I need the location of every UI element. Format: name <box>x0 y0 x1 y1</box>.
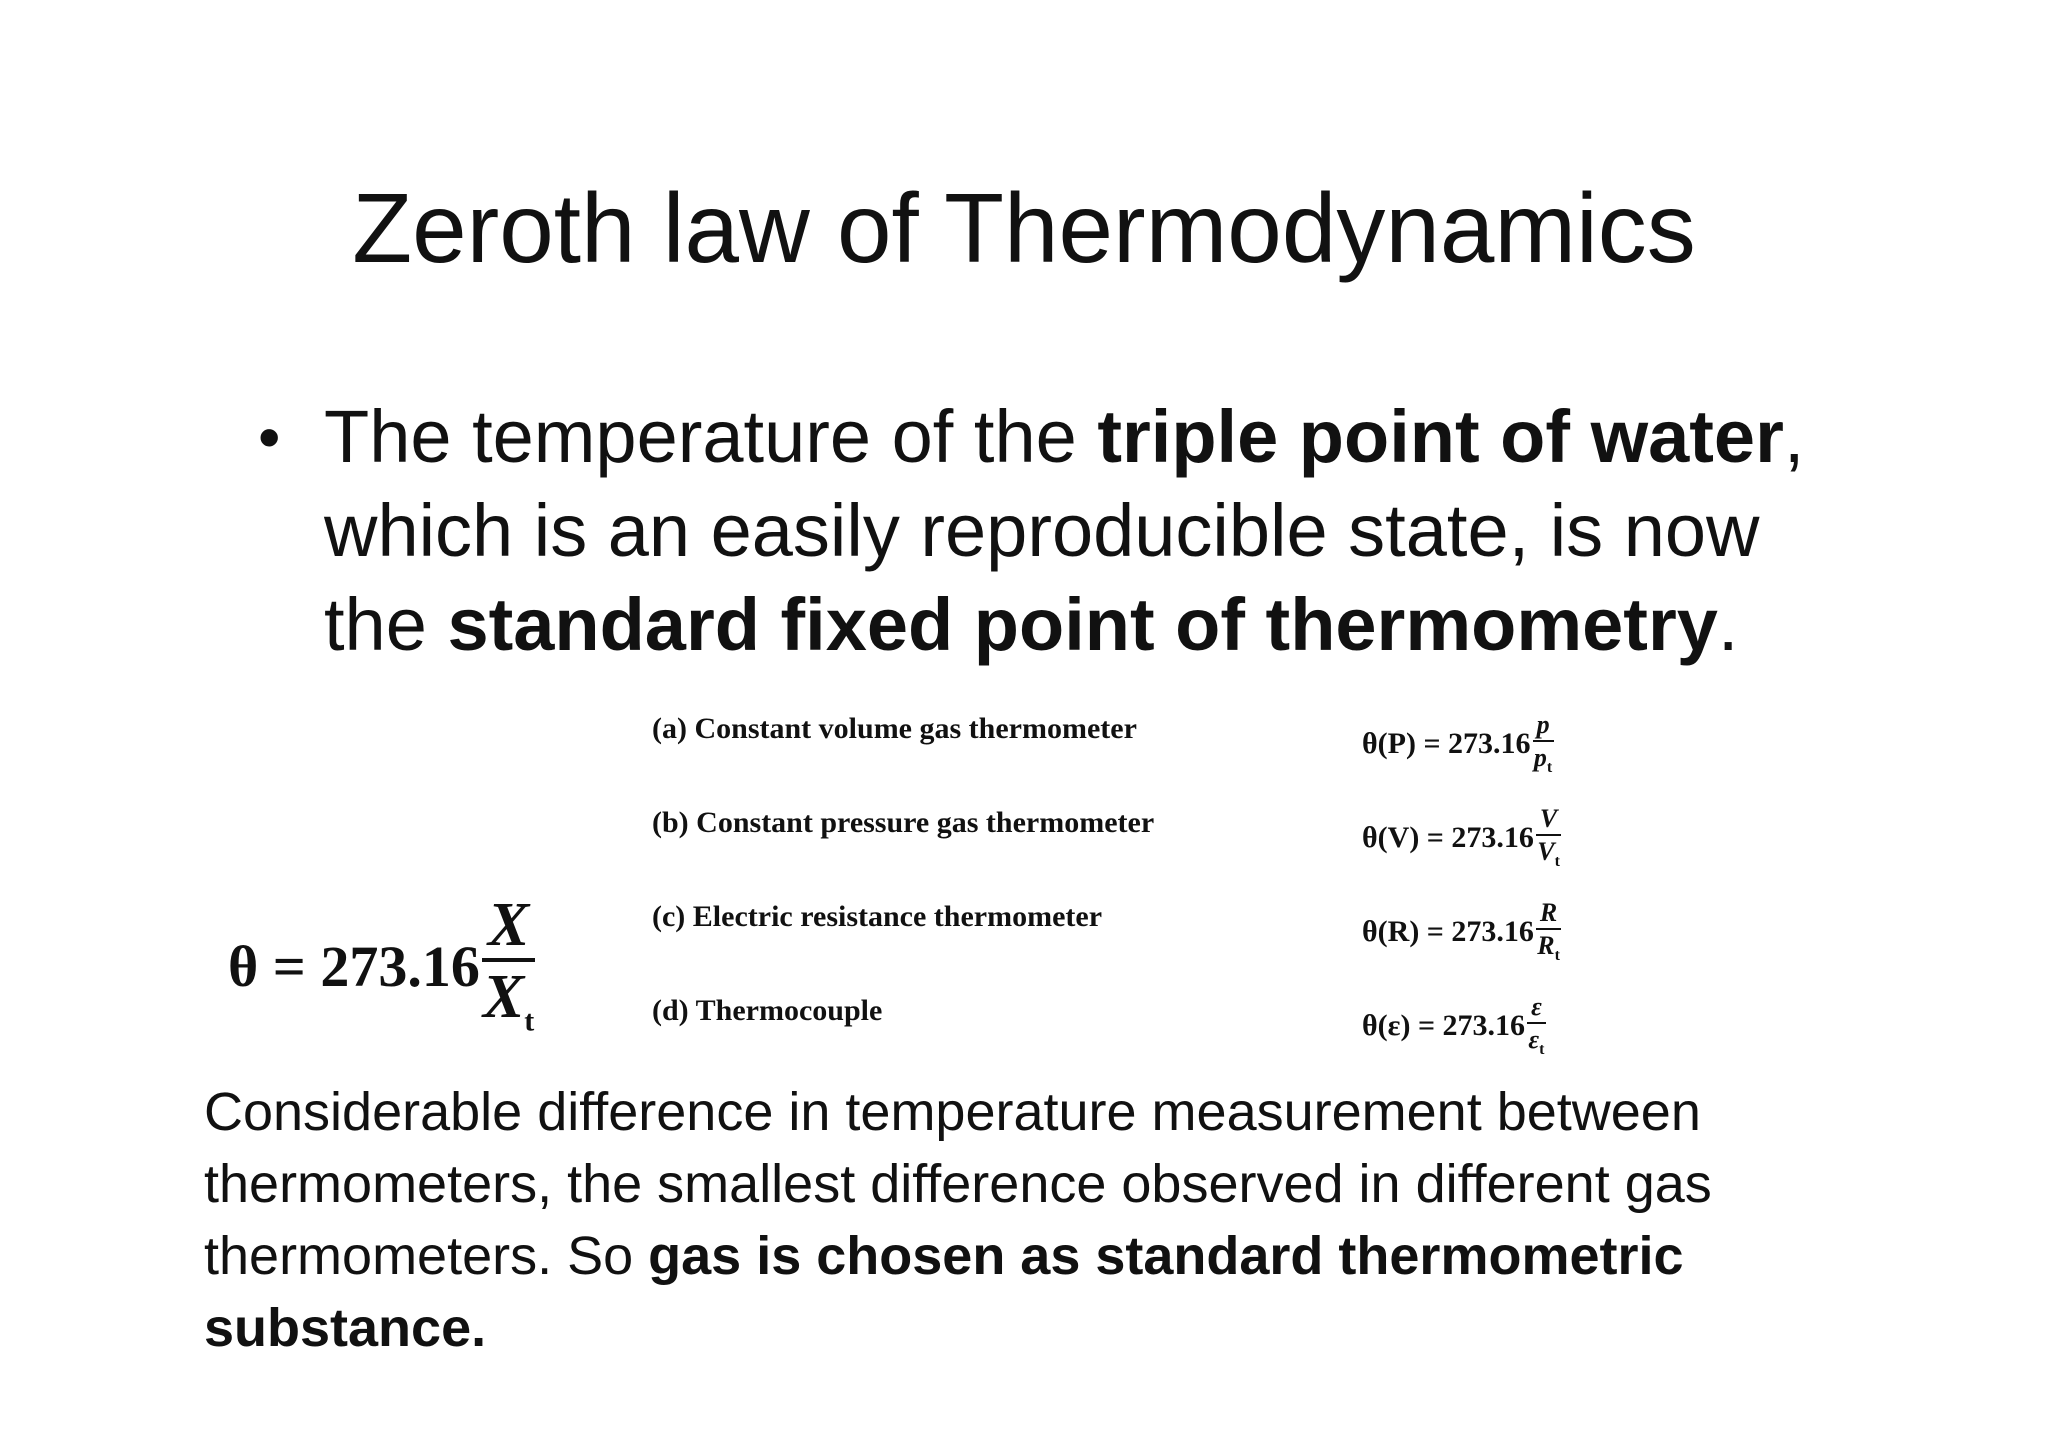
thermometer-table <box>652 706 1672 1082</box>
thermometer-label: (c) Electric resistance thermometer <box>652 900 1103 933</box>
bullet-text-part3: . <box>1717 583 1739 666</box>
thermometer-label: (d) Thermocouple <box>652 994 883 1027</box>
bullet-text <box>324 390 1824 672</box>
thermometer-formula: θ(V) = 273.16 V $V_t$ <box>1362 804 1560 870</box>
thermometer-formula: θ(R) = 273.16 R $R_t$ <box>1362 898 1560 964</box>
main-formula-denominator: $X_t$ <box>482 963 535 1038</box>
thermometer-label: (a) Constant volume gas thermometer <box>652 712 1137 745</box>
thermometer-row <box>652 800 1672 894</box>
thermometer-label: (b) Constant pressure gas thermometer <box>652 806 1155 839</box>
bullet-text-part2: , which is an easily reproducible state, is now the <box>324 395 1805 666</box>
conclusion-text: Considerable difference in temperature measurement between thermometers, the smallest difference observed in different gas thermometers. So <box>204 1082 1712 1286</box>
bullet-bold-triple-point: triple point of water <box>1097 395 1784 478</box>
thermometer-formula: θ(ε) = 273.16 ε $\varepsilon_t$ <box>1362 992 1545 1058</box>
thermometer-formula: θ(P) = 273.16 p $p_t$ <box>1362 710 1553 776</box>
main-formula-numerator: X <box>482 893 535 962</box>
bullet-bold-standard-fixed-point: standard fixed point of thermometry <box>447 583 1718 666</box>
main-formula-fraction <box>482 893 535 1039</box>
main-formula-lhs: θ = 273.16 <box>228 933 480 999</box>
slide-title: Zeroth law of Thermodynamics <box>352 173 1696 283</box>
bullet-text-part1: The temperature of the <box>324 395 1098 478</box>
main-formula <box>228 886 535 1046</box>
thermometer-row <box>652 706 1672 800</box>
thermometer-row <box>652 894 1672 988</box>
conclusion-paragraph <box>204 1076 1804 1364</box>
bullet-marker: • <box>258 401 281 473</box>
conclusion-bold: gas is chosen as standard thermometric substance. <box>204 1226 1684 1358</box>
thermometer-row <box>652 988 1672 1082</box>
